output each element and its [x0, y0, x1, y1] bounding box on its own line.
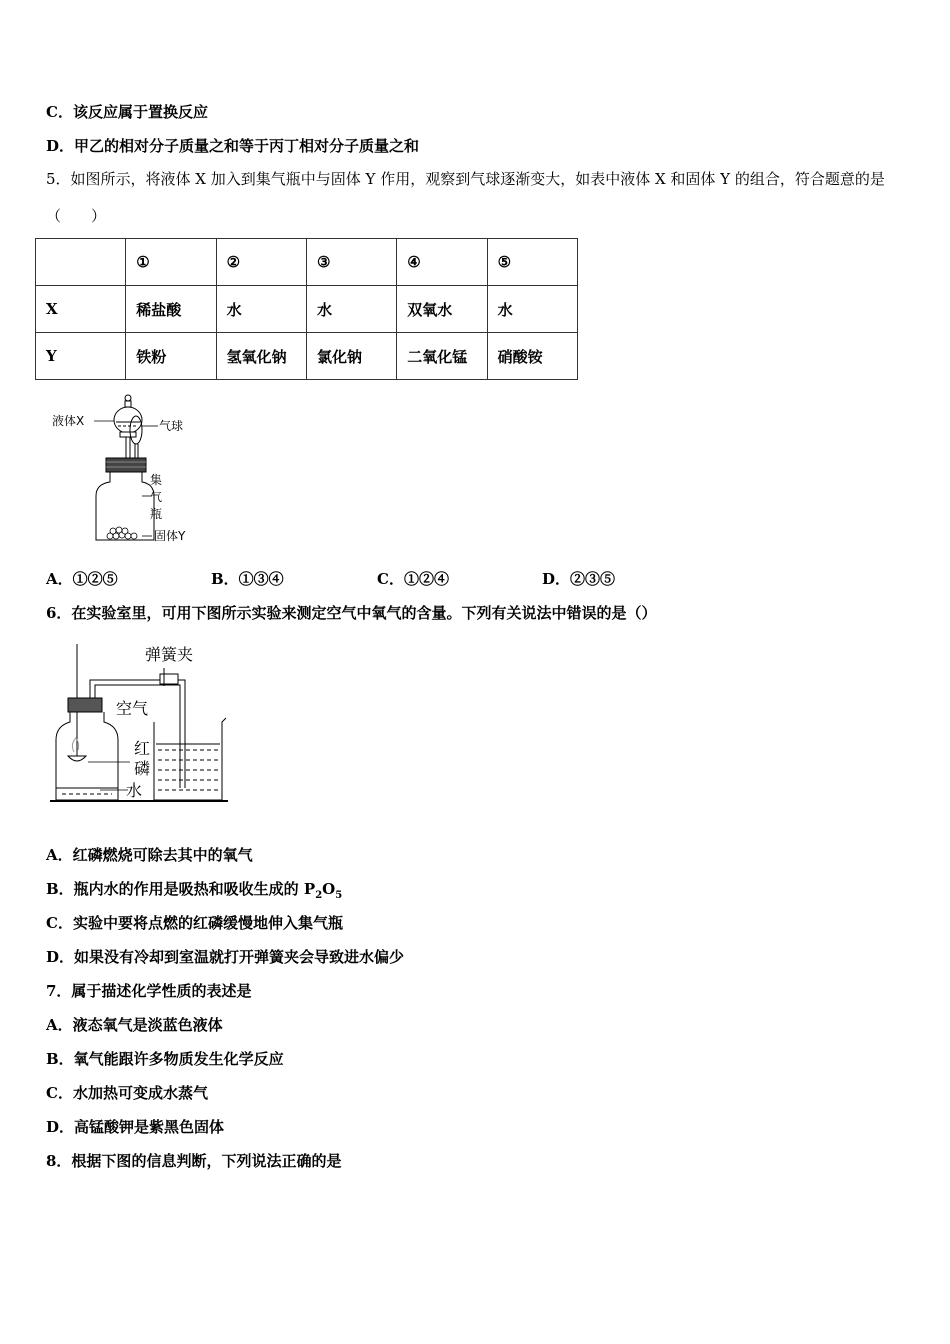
label-red-1: 红 — [134, 739, 151, 758]
formula-mid: O — [322, 880, 336, 898]
table-cell: ③ — [306, 239, 396, 286]
table-cell: 水 — [487, 286, 577, 333]
table-cell: 氯化钠 — [306, 333, 396, 380]
table-row — [36, 239, 578, 286]
table-cell: 硝酸铵 — [487, 333, 577, 380]
q6-option-b — [46, 878, 342, 901]
q6-option-a: A．红磷燃烧可除去其中的氧气 — [46, 846, 253, 864]
table-cell: 水 — [216, 286, 306, 333]
q7-option-c: C．水加热可变成水蒸气 — [46, 1084, 208, 1102]
q5-stem: 5．如图所示，将液体 X 加入到集气瓶中与固体 Y 作用，观察到气球逐渐变大，如表中液体 X 和固体 Y 的组合，符合题意的是（ ） — [46, 170, 885, 225]
label-phosphorus-2: 磷 — [134, 759, 151, 778]
q7-option-d: D．高锰酸钾是紫黑色固体 — [46, 1118, 225, 1136]
label-liquid-x: 液体X — [52, 414, 85, 428]
q6-stem: 6．在实验室里，可用下图所示实验来测定空气中氧气的含量。下列有关说法中错误的是（） — [46, 604, 657, 622]
q5-option-c: C．①②④ — [377, 570, 449, 588]
table-cell: 稀盐酸 — [126, 286, 216, 333]
table-cell: 氢氧化钠 — [216, 333, 306, 380]
q7-option-a: A．液态氧气是淡蓝色液体 — [46, 1016, 223, 1034]
q7-stem: 7．属于描述化学性质的表述是 — [46, 982, 252, 1000]
formula-sub-1: 2 — [315, 890, 323, 901]
table-cell: X — [36, 286, 126, 333]
table-cell: 水 — [306, 286, 396, 333]
q5-option-b: B．①③④ — [211, 570, 284, 588]
q6-apparatus-figure — [50, 640, 240, 806]
table-row — [36, 333, 578, 380]
q6-option-d: D．如果没有冷却到室温就打开弹簧夹会导致进水偏少 — [46, 948, 405, 966]
q6-option-b-text: B．瓶内水的作用是吸热和吸收生成的 P — [46, 880, 316, 898]
q8-stem: 8．根据下图的信息判断，下列说法正确的是 — [46, 1152, 342, 1170]
table-cell: ① — [126, 239, 216, 286]
table-cell: Y — [36, 333, 126, 380]
table-cell: ⑤ — [487, 239, 577, 286]
table-cell: 双氧水 — [397, 286, 487, 333]
label-air: 空气 — [116, 699, 149, 718]
label-solid-y: 固体Y — [154, 529, 186, 543]
label-water: 水 — [126, 781, 143, 800]
table-cell: ④ — [397, 239, 487, 286]
q4-option-c: C．该反应属于置换反应 — [46, 103, 208, 121]
label-bottle-3: 瓶 — [150, 507, 163, 521]
table-cell: 铁粉 — [126, 333, 216, 380]
table-cell: ② — [216, 239, 306, 286]
q4-option-d: D．甲乙的相对分子质量之和等于丙丁相对分子质量之和 — [46, 137, 420, 155]
label-clamp: 弹簧夹 — [145, 645, 194, 664]
label-balloon: 气球 — [159, 419, 184, 433]
q5-option-d: D．②③⑤ — [542, 570, 616, 588]
table-cell — [36, 239, 126, 286]
q5-option-a: A．①②⑤ — [46, 570, 118, 588]
label-bottle-1: 集 — [150, 473, 163, 487]
formula-sub-2: 5 — [335, 890, 343, 901]
q5-apparatus-figure — [50, 386, 210, 548]
label-bottle-2: 气 — [150, 490, 163, 504]
q6-option-c: C．实验中要将点燃的红磷缓慢地伸入集气瓶 — [46, 914, 343, 932]
table-cell: 二氧化锰 — [397, 333, 487, 380]
q5-table — [35, 238, 578, 380]
table-row — [36, 286, 578, 333]
q7-option-b: B．氧气能跟许多物质发生化学反应 — [46, 1050, 284, 1068]
